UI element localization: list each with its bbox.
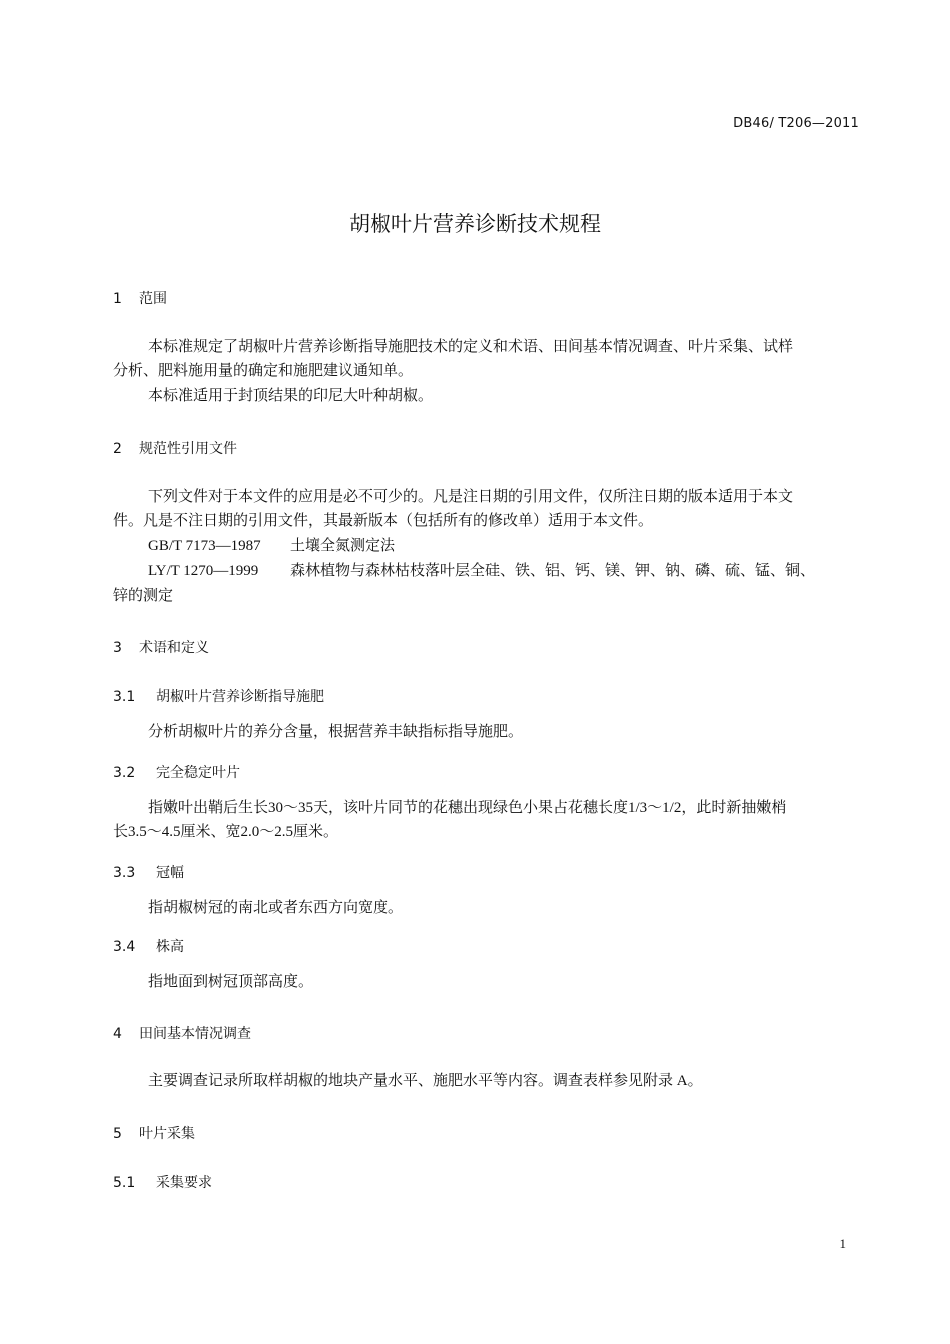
paragraph-line: 分析、肥料施用量的确定和施肥建议通知单。 [113,363,414,379]
reference-code: LY/T 1270—1999 [148,563,259,579]
term-definition: 指胡椒树冠的南北或者东西方向宽度。 [148,900,404,916]
reference-title: 森林植物与森林枯枝落叶层全硅、铁、铝、钙、镁、钾、钠、磷、硫、锰、铜、 [290,563,816,579]
section-3-heading [113,637,209,657]
reference-title: 土壤全氮测定法 [290,538,396,554]
term-definition-line: 指嫩叶出鞘后生长30～35天，该叶片同节的花穗出现绿色小果占花穗长度1/3～1/2，此时新抽嫩梢 [148,800,787,816]
term-title: 冠幅 [156,865,184,881]
subsection-title: 采集要求 [156,1175,212,1191]
term-3-2-heading [113,762,240,782]
paragraph-line: 本标准规定了胡椒叶片营养诊断指导施肥技术的定义和术语、田间基本情况调查、叶片采集、试样 [148,339,794,355]
section-5-heading [113,1123,195,1143]
reference-item [148,534,395,559]
term-number: 3.4 [113,939,136,955]
section-number: 2 [113,441,122,457]
term-3-4-heading [113,936,184,956]
reference-item [148,559,815,584]
section-2-heading [113,438,237,458]
section-title: 叶片采集 [139,1126,195,1142]
term-3-1-heading [113,686,324,706]
section-number: 4 [113,1026,122,1042]
reference-title-continuation: 锌的测定 [113,588,174,604]
paragraph: 主要调查记录所取样胡椒的地块产量水平、施肥水平等内容。调查表样参见附录 A。 [148,1073,703,1089]
section-title: 田间基本情况调查 [139,1026,251,1042]
section-title: 规范性引用文件 [139,441,237,457]
section-title: 术语和定义 [139,640,209,656]
term-definition: 指地面到树冠顶部高度。 [148,974,314,990]
subsection-5-1-heading [113,1172,212,1192]
section-1-heading [113,288,167,308]
term-number: 3.1 [113,689,136,705]
term-title: 完全稳定叶片 [156,765,240,781]
paragraph-line: 下列文件对于本文件的应用是必不可少的。凡是注日期的引用文件，仅所注日期的版本适用于本文 [148,489,794,505]
term-definition: 分析胡椒叶片的养分含量，根据营养丰缺指标指导施肥。 [148,724,524,740]
term-number: 3.3 [113,865,136,881]
paragraph: 本标准适用于封顶结果的印尼大叶种胡椒。 [148,388,434,404]
section-number: 3 [113,640,122,656]
paragraph-line: 件。凡是不注日期的引用文件，其最新版本（包括所有的修改单）适用于本文件。 [113,513,654,529]
section-number: 5 [113,1126,122,1142]
section-4-heading [113,1023,251,1043]
section-title: 范围 [139,291,167,307]
page-number: 1 [839,1236,846,1251]
subsection-number: 5.1 [113,1175,136,1191]
term-definition-line: 长3.5～4.5厘米、宽2.0～2.5厘米。 [113,824,339,840]
term-title: 胡椒叶片营养诊断指导施肥 [156,689,324,705]
reference-code: GB/T 7173—1987 [148,538,261,554]
term-title: 株高 [156,939,184,955]
term-3-3-heading [113,862,184,882]
term-number: 3.2 [113,765,136,781]
section-number: 1 [113,291,122,307]
document-number: DB46/ T206—2011 [733,116,859,131]
document-title: 胡椒叶片营养诊断技术规程 [349,212,601,236]
